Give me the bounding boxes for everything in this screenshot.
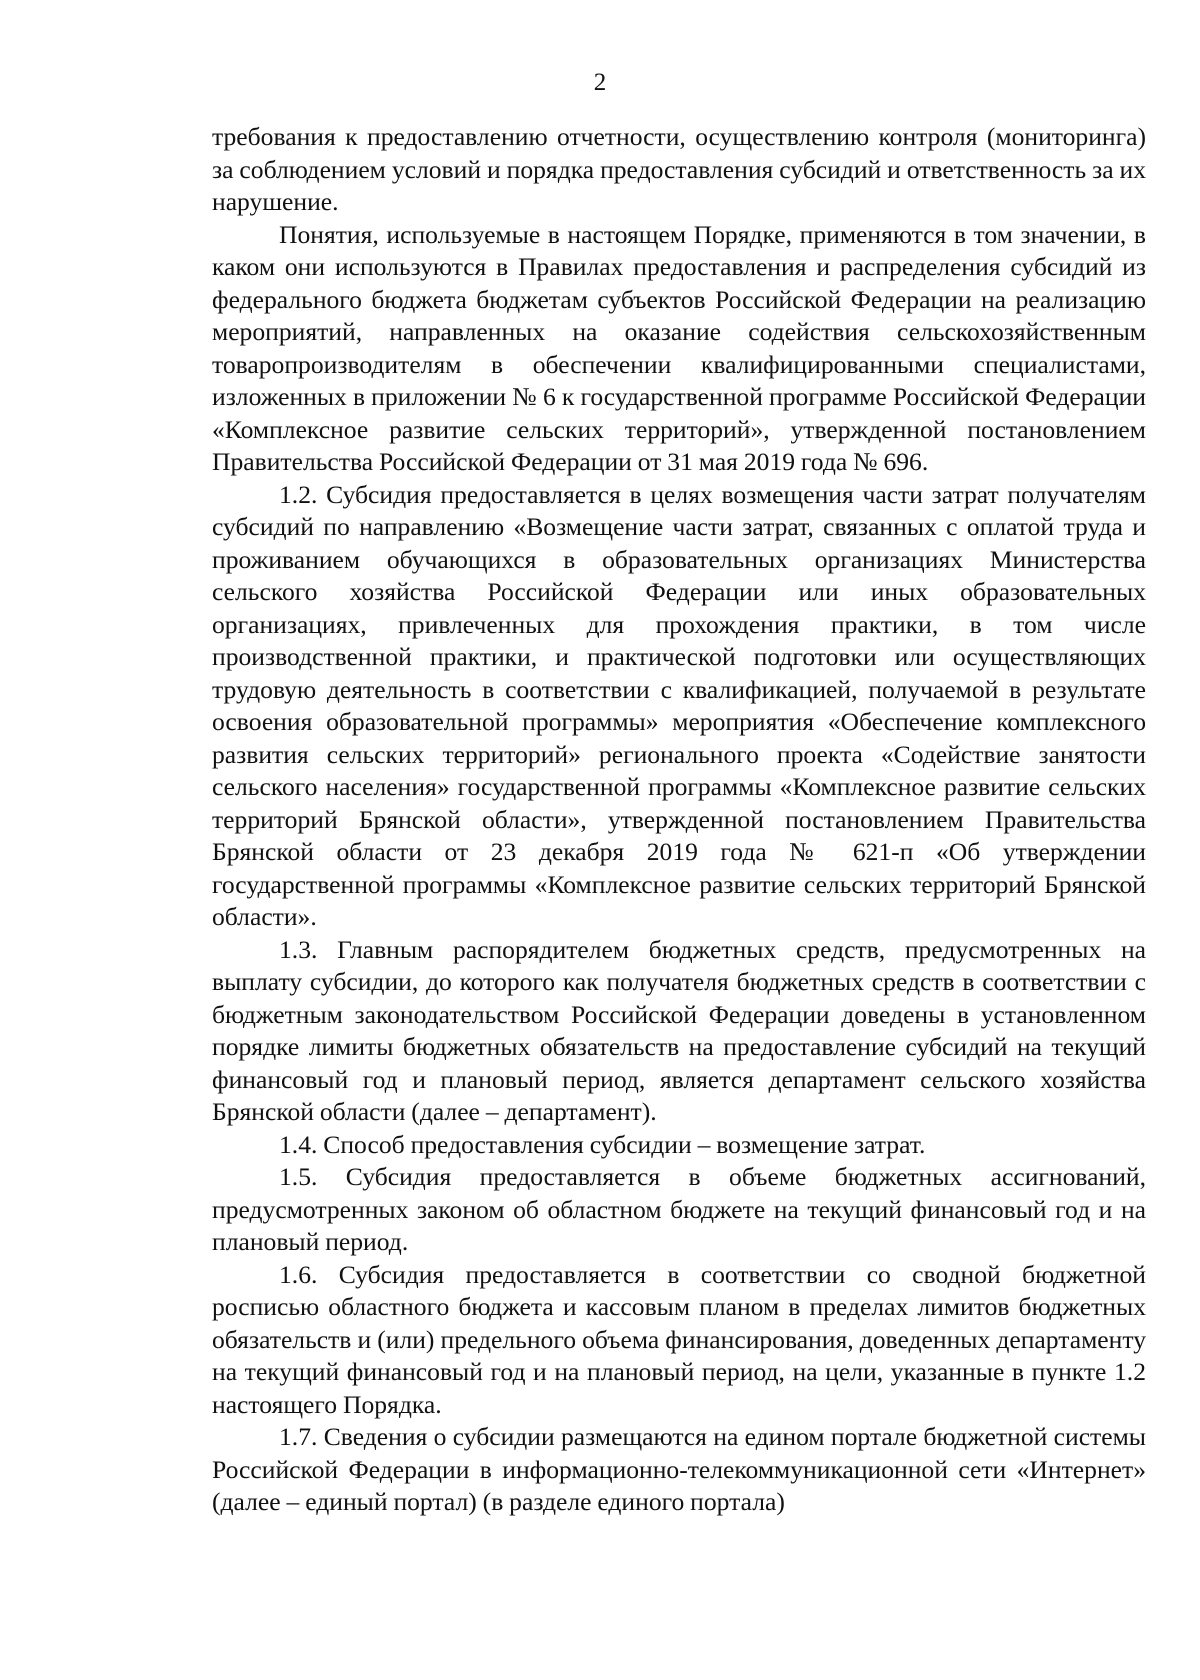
paragraph-1-6: 1.6. Субсидия предоставляется в соответствии со сводной бюджетной росписью областного бюджета и кассовым планом в пределах лимитов бюджетных обязательств и (или) предельного объема финансирования, доведенных департаменту на текущий финансовый год и на плановый период, на цели, указанные в пункте 1.2 настоящего Порядка. [212,1259,1146,1419]
paragraph-continuation: требования к предоставлению отчетности, осуществлению контроля (мониторинга) за соблюдением условий и порядка предоставления субсидий и ответственность за их нарушение. [212,122,1146,216]
paragraph-1-2: 1.2. Субсидия предоставляется в целях возмещения части затрат получателям субсидий по направлению «Возмещение части затрат, связанных с оплатой труда и проживанием обучающихся в образовательных организациях Министерства сельского хозяйства Российской Федерации или иных образовательных организациях, привлеченных для прохождения практики, в том числе производственной практики, и практической подготовки или осуществляющих трудовую деятельность в соответствии с квалификацией, получаемой в результате освоения образовательной программы» мероприятия «Обеспечение комплексного развития сельских территорий» регионального проекта «Содействие занятости сельского населения» государственной программы «Комплексное развитие сельских территорий Брянской области», утвержденной постановлением Правительства Брянской области от 23 декабря 2019 года № 621-п «Об утверждении государственной программы «Комплексное развитие сельских территорий Брянской области». [212,479,1146,931]
document-body [212,121,1146,1519]
paragraph-1-7: 1.7. Сведения о субсидии размещаются на едином портале бюджетной системы Российской Федерации в информационно-телекоммуникационной сети «Интернет» (далее – единый портал) (в разделе единого портала) [212,1422,1146,1516]
paragraph-1-4: 1.4. Способ предоставления субсидии – возмещение затрат. [279,1129,926,1159]
paragraph-definitions: Понятия, используемые в настоящем Порядке, применяются в том значении, в каком они используются в Правилах предоставления и распределения субсидий из федерального бюджета бюджетам субъектов Российской Федерации на реализацию мероприятий, направленных на оказание содействия сельскохозяйственным товаропроизводителям в обеспечении квалифицированными специалистами, изложенных в приложении № 6 к государственной программе Российской Федерации «Комплексное развитие сельских территорий», утвержденной постановлением Правительства Российской Федерации от 31 мая 2019 года № 696. [212,219,1146,476]
page-number: 2 [593,69,607,96]
paragraph-1-5: 1.5. Субсидия предоставляется в объеме бюджетных ассигнований, предусмотренных законом об областном бюджете на текущий финансовый год и на плановый период. [212,1162,1146,1256]
paragraph-1-3: 1.3. Главным распорядителем бюджетных средств, предусмотренных на выплату субсидии, до которого как получателя бюджетных средств в соответствии с бюджетным законодательством Российской Федерации доведены в установленном порядке лимиты бюджетных обязательств на предоставление субсидий на текущий финансовый год и плановый период, является департамент сельского хозяйства Брянской области (далее – департамент). [212,934,1146,1126]
